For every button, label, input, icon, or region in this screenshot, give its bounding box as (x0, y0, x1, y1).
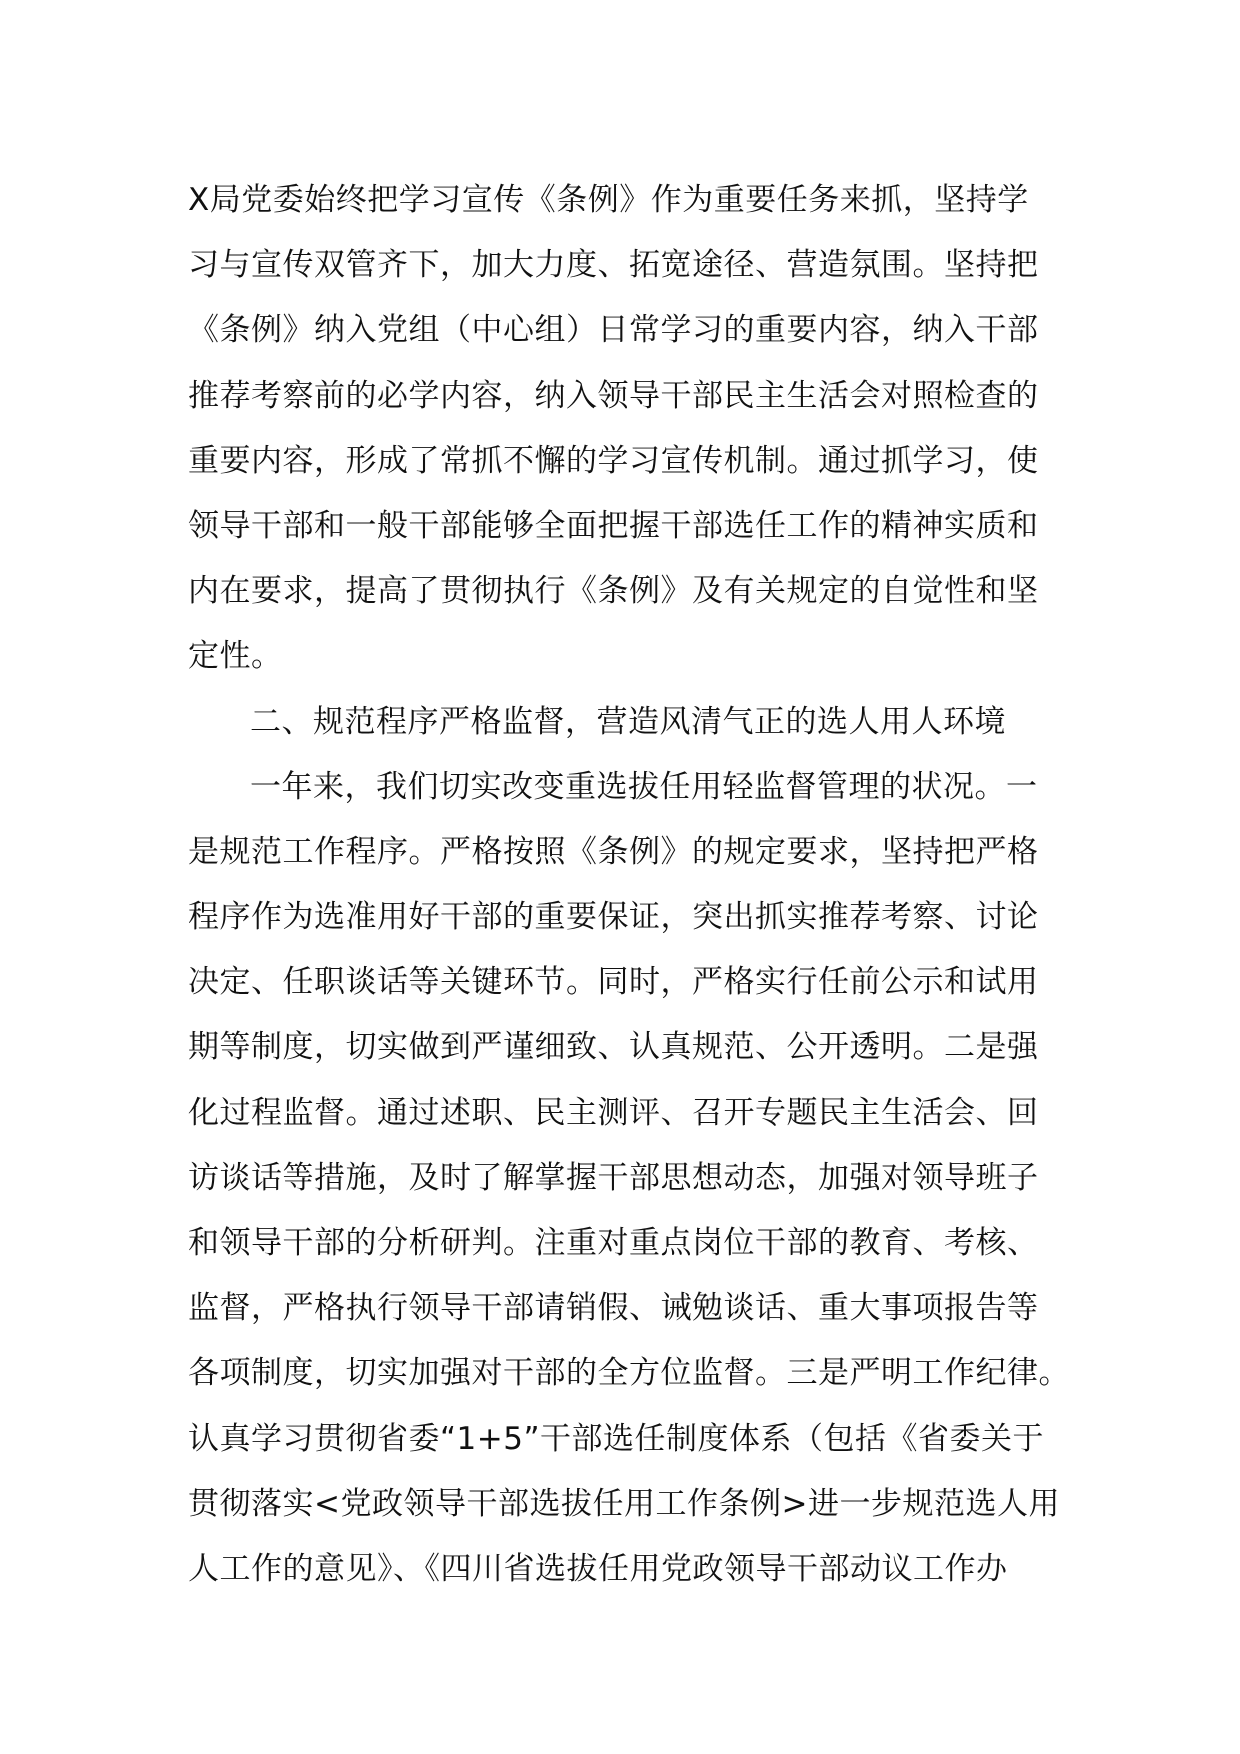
text-line: 领导干部和一般干部能够全面把握干部选任工作的精神实质和 (188, 507, 1039, 544)
document-body (188, 168, 1068, 1602)
text-line: 和领导干部的分析研判。注重对重点岗位干部的教育、考核、 (188, 1225, 1039, 1261)
text-line: X局党委始终把学习宣传《条例》作为重要任务来抓，坚持学 (188, 182, 1029, 218)
text-line: 推荐考察前的必学内容，纳入领导干部民主生活会对照检查的 (188, 377, 1039, 414)
text-line: 决定、任职谈话等关键环节。同时，严格实行任前公示和试用 (188, 964, 1039, 1001)
text-line: 是规范工作程序。严格按照《条例》的规定要求，坚持把严格 (188, 833, 1039, 870)
text-line: 认真学习贯彻省委“1+5”干部选任制度体系（包括《省委关于 (188, 1420, 1045, 1457)
text-line: 《条例》纳入党组（中心组）日常学习的重要内容，纳入干部 (188, 312, 1039, 349)
text-line: 定性。 (188, 638, 283, 675)
text-line: 监督，严格执行领导干部请销假、诫勉谈话、重大事项报告等 (188, 1290, 1039, 1327)
text-line: 人工作的意见》、《四川省选拔任用党政领导干部动议工作办 (188, 1550, 1008, 1587)
text-line: 重要内容，形成了常抓不懈的学习宣传机制。通过抓学习，使 (188, 442, 1039, 479)
text-line: 期等制度，切实做到严谨细致、认真规范、公开透明。二是强 (188, 1029, 1039, 1066)
text-line: 贯彻落实<党政领导干部选拔任用工作条例>进一步规范选人用 (188, 1485, 1060, 1522)
text-line: 访谈话等措施，及时了解掌握干部思想动态，加强对领导班子 (188, 1159, 1039, 1196)
text-line: 各项制度，切实加强对干部的全方位监督。三是严明工作纪律。 (188, 1355, 1070, 1392)
text-line: 习与宣传双管齐下，加大力度、拓宽途径、营造氛围。坚持把 (188, 247, 1039, 284)
text-line: 内在要求，提高了贯彻执行《条例》及有关规定的自觉性和坚 (188, 573, 1039, 610)
text-line: 化过程监督。通过述职、民主测评、召开专题民主生活会、回 (188, 1094, 1039, 1131)
text-line: 一年来，我们切实改变重选拔任用轻监督管理的状况。一 (250, 768, 1038, 805)
text-line: 程序作为选准用好干部的重要保证，突出抓实推荐考察、讨论 (188, 899, 1039, 936)
text-line: 二、规范程序严格监督，营造风清气正的选人用人环境 (250, 703, 1006, 740)
